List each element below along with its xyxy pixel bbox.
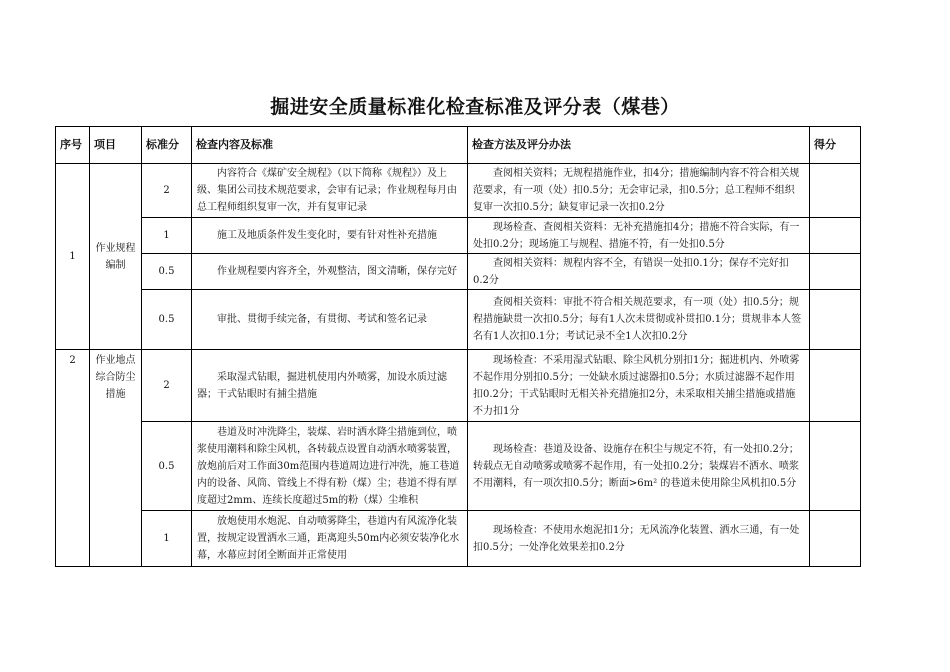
score-cell[interactable] xyxy=(810,254,861,290)
scoring-table xyxy=(55,126,861,567)
method-cell: 查阅相关资料：规程内容不全，有错误一处扣0.1分；保存不完好扣0.2分 xyxy=(468,254,810,290)
score-cell[interactable] xyxy=(810,422,861,511)
table-row xyxy=(56,290,861,350)
page-title: 掘进安全质量标准化检查标准及评分表（煤巷） xyxy=(270,96,680,118)
standard-score-cell: 1 xyxy=(142,511,192,567)
method-cell: 现场检查、查阅相关资料：无补充措施扣4分；措施不符合实际，有一处扣0.2分；现场施工与规程、措施不符，有一处扣0.5分 xyxy=(468,218,810,254)
content-cell: 审批、贯彻手续完备，有贯彻、考试和签名记录 xyxy=(192,290,468,350)
method-cell: 现场检查：不采用湿式钻眼、除尘风机分别扣1分；掘进机内、外喷雾不起作用分别扣0.5分；一处缺水质过滤器扣0.5分；水质过滤器不起作用扣0.2分；干式钻眼时无相关补充措施扣2分，未采取相关捕尘措施或措施不力扣1分 xyxy=(468,350,810,422)
score-cell[interactable] xyxy=(810,350,861,422)
table-row xyxy=(56,254,861,290)
method-cell: 查阅相关资料；无规程措施作业，扣4分；措施编制内容不符合相关规范要求，有一项（处）扣0.5分；无会审记录，扣0.5分；总工程师不组织复审一次扣0.5分；缺复审记录一次扣0.2分 xyxy=(468,164,810,218)
item-cell: 作业地点综合防尘措施 xyxy=(90,350,142,567)
standard-score-cell: 2 xyxy=(142,350,192,422)
standard-score-cell: 2 xyxy=(142,164,192,218)
table-row xyxy=(56,422,861,511)
content-cell: 内容符合《煤矿安全规程》（以下简称《规程》）及上级、集团公司技术规范要求，会审有记录；作业规程每月由总工程师组织复审一次，并有复审记录 xyxy=(192,164,468,218)
score-cell[interactable] xyxy=(810,164,861,218)
header-item: 项目 xyxy=(90,127,142,164)
table-header-row xyxy=(56,127,861,164)
header-method: 检查方法及评分办法 xyxy=(468,127,810,164)
header-score: 得分 xyxy=(810,127,861,164)
content-cell: 巷道及时冲洗降尘，装煤、岩时洒水降尘措施到位，喷浆使用潮料和除尘风机，各转载点设置自动洒水喷雾装置，放炮前后对工作面30m范围内巷道周边进行冲洗，施工巷道内的设备、风筒、管线上不得有粉（煤）尘；巷道不得有厚度超过2mm、连续长度超过5m的粉（煤）尘堆积 xyxy=(192,422,468,511)
content-cell: 施工及地质条件发生变化时，要有针对性补充措施 xyxy=(192,218,468,254)
table-row xyxy=(56,511,861,567)
seq-cell: 1 xyxy=(56,164,90,350)
item-cell: 作业规程编制 xyxy=(90,164,142,350)
score-cell[interactable] xyxy=(810,218,861,254)
content-cell: 采取湿式钻眼，掘进机使用内外喷雾，加设水质过滤器；干式钻眼时有捕尘措施 xyxy=(192,350,468,422)
content-cell: 放炮使用水炮泥、自动喷雾降尘，巷道内有风流净化装置，按规定设置洒水三通，距离迎头50m内必须安装净化水幕，水幕应封闭全断面并正常使用 xyxy=(192,511,468,567)
standard-score-cell: 0.5 xyxy=(142,422,192,511)
method-cell: 查阅相关资料：审批不符合相关规范要求，有一项（处）扣0.5分；规程措施缺贯一次扣0.5分；每有1人次未贯彻或补贯扣0.1分；贯规非本人签名有1人次扣0.1分；考试记录不全1人次扣0.2分 xyxy=(468,290,810,350)
table-row xyxy=(56,350,861,422)
score-cell[interactable] xyxy=(810,511,861,567)
standard-score-cell: 1 xyxy=(142,218,192,254)
seq-cell: 2 xyxy=(56,350,90,567)
method-cell: 现场检查：不使用水炮泥扣1分；无风流净化装置、洒水三通，有一处扣0.5分；一处净化效果差扣0.2分 xyxy=(468,511,810,567)
content-cell: 作业规程要内容齐全，外观整洁，图文清晰，保存完好 xyxy=(192,254,468,290)
header-standard-score: 标准分 xyxy=(142,127,192,164)
table-row xyxy=(56,164,861,218)
score-cell[interactable] xyxy=(810,290,861,350)
header-content: 检查内容及标准 xyxy=(192,127,468,164)
standard-score-cell: 0.5 xyxy=(142,290,192,350)
table-row xyxy=(56,218,861,254)
standard-score-cell: 0.5 xyxy=(142,254,192,290)
method-cell: 现场检查：巷道及设备、设施存在积尘与规定不符，有一处扣0.2分；转载点无自动喷雾或喷雾不起作用，有一处扣0.2分；装煤岩不洒水、喷浆不用潮料，有一项次扣0.5分；断面>6m² 的巷道未使用除尘风机扣0.5分 xyxy=(468,422,810,511)
header-seq: 序号 xyxy=(56,127,90,164)
